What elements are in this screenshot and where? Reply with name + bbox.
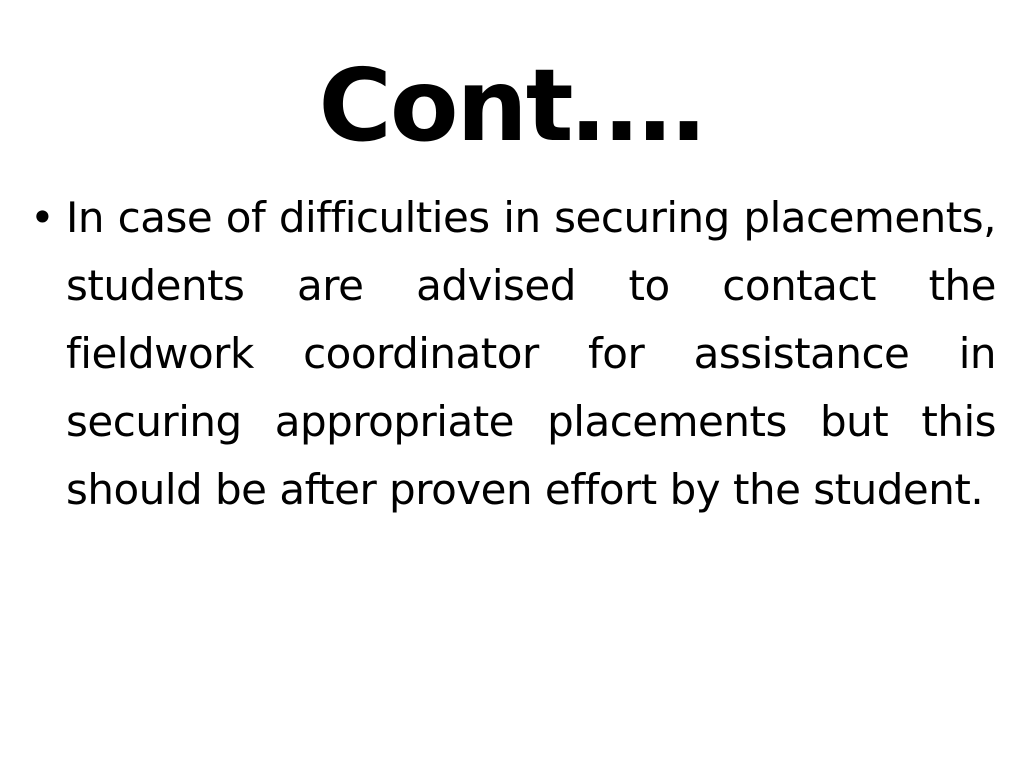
slide-title: Cont….	[318, 47, 706, 164]
bullet-text: In case of difficulties in securing placements, students are advised to contact the fieldwork coordinator for assistance in securing appropriate placements but this should be after proven effort by the student.	[66, 193, 996, 514]
bullet-item	[28, 184, 996, 524]
bullet-marker: •	[30, 193, 55, 242]
bullet-list	[28, 184, 996, 524]
